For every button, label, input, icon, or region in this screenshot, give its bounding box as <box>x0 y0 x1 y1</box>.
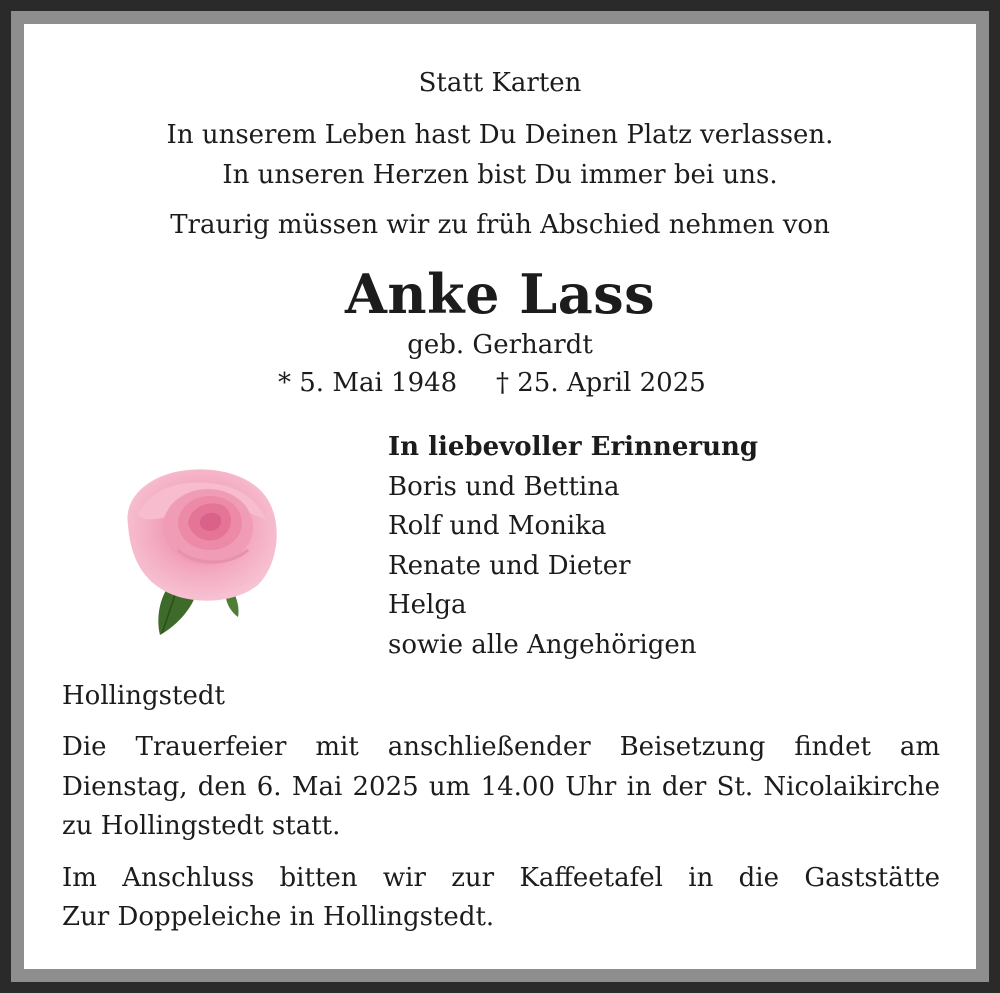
reception-line-2: Zur Doppeleiche in Hollingstedt. <box>62 902 495 932</box>
mourner-1: Boris und Bettina <box>388 472 620 502</box>
mourners-heading: In liebevoller Erinnerung <box>388 432 759 462</box>
place: Hollingstedt <box>62 681 225 711</box>
rose-icon <box>118 455 298 640</box>
birth-name: geb. Gerhardt <box>407 330 593 360</box>
mourner-3: Renate und Dieter <box>388 551 631 581</box>
intro-line: Traurig müssen wir zu früh Abschied nehmen von <box>170 210 830 240</box>
verse-line-2: In unseren Herzen bist Du immer bei uns. <box>222 160 778 190</box>
reception-line-1: Im Anschluss bitten wir zur Kaffeetafel in die Gaststätte <box>62 863 940 893</box>
service-line-2: Dienstag, den 6. Mai 2025 um 14.00 Uhr in der St. Nicolaikirche <box>62 772 940 802</box>
header-statt-karten: Statt Karten <box>418 68 582 98</box>
mourner-4: Helga <box>388 590 467 620</box>
birth-date: * 5. Mai 1948 <box>278 368 458 398</box>
service-line-3: zu Hollingstedt statt. <box>62 811 341 841</box>
death-date: † 25. April 2025 <box>496 368 706 398</box>
mourner-2: Rolf und Monika <box>388 511 607 541</box>
mourner-5: sowie alle Angehörigen <box>388 630 697 660</box>
verse-line-1: In unserem Leben hast Du Deinen Platz verlassen. <box>166 120 834 150</box>
deceased-name: Anke Lass <box>345 262 655 326</box>
service-line-1: Die Trauerfeier mit anschließender Beisetzung findet am <box>62 732 940 762</box>
